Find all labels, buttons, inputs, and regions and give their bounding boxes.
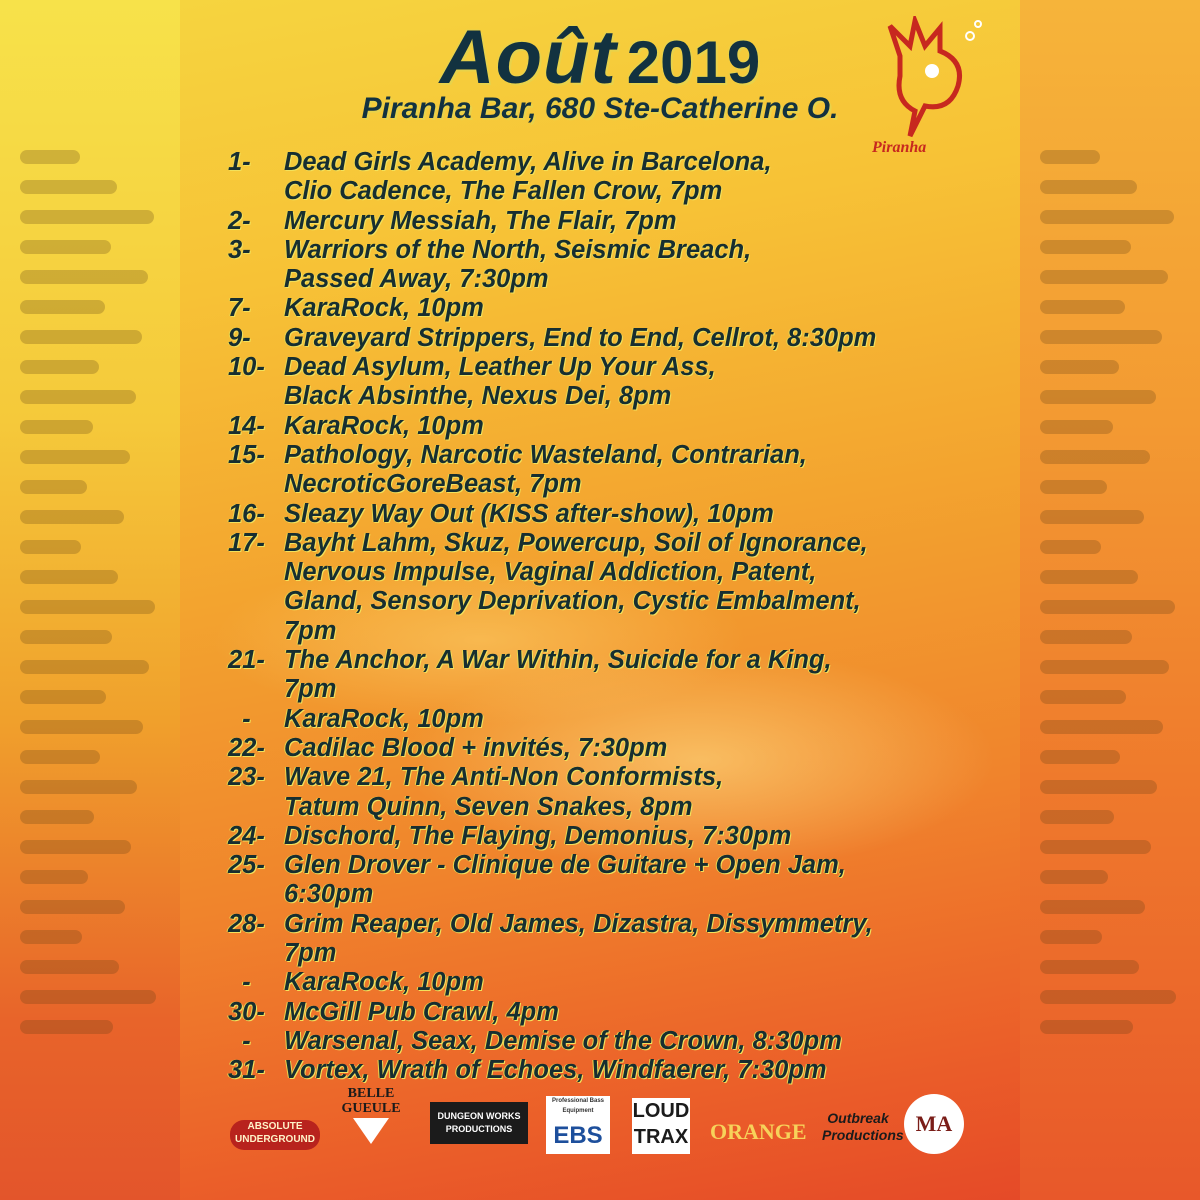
- sponsor-loud-trax: [632, 1098, 690, 1154]
- blurred-text-line: [1040, 840, 1151, 854]
- piranha-eye-icon: [925, 64, 939, 78]
- blurred-text-line: [1040, 900, 1145, 914]
- event-row: [228, 705, 1008, 734]
- blurred-text-line: [1040, 810, 1114, 824]
- event-text: Vortex, Wrath of Echoes, Windfaerer, 7:30pm: [284, 1056, 827, 1085]
- event-row: [228, 675, 1008, 704]
- event-row: [228, 265, 1008, 294]
- belle-gueule-shield-icon: [353, 1118, 389, 1144]
- event-day: [228, 470, 284, 499]
- blurred-text-line: [1040, 990, 1176, 1004]
- event-day: [228, 382, 284, 411]
- event-row: [228, 763, 1008, 792]
- event-row: [228, 441, 1008, 470]
- title-year: 2019: [626, 29, 761, 96]
- blurred-text-line: [1040, 150, 1100, 164]
- blurred-text-line: [20, 930, 82, 944]
- blurred-text-line: [1040, 360, 1119, 374]
- event-text: Nervous Impulse, Vaginal Addiction, Patent,: [284, 558, 817, 587]
- blurred-text-line: [1040, 750, 1120, 764]
- blurred-text-line: [1040, 600, 1175, 614]
- event-text: Passed Away, 7:30pm: [284, 265, 549, 294]
- blurred-text-line: [1040, 570, 1138, 584]
- event-row: [228, 353, 1008, 382]
- sponsor-label: Professional Bass Equipment: [551, 1098, 605, 1114]
- event-poster: [180, 0, 1020, 1200]
- sponsor-bar: [180, 1086, 1020, 1166]
- sponsor-label: GUEULE: [341, 1101, 401, 1116]
- blurred-text-line: [1040, 720, 1163, 734]
- blurred-text-line: [20, 330, 142, 344]
- blurred-text-line: [1040, 660, 1169, 674]
- blurred-text-line: [20, 630, 112, 644]
- blurred-text-line: [1040, 480, 1107, 494]
- event-day: [228, 675, 284, 704]
- left-blur-strip: [0, 0, 180, 1200]
- event-day: [228, 177, 284, 206]
- sponsor-absolute-underground: [230, 1120, 320, 1150]
- event-day: 9-: [228, 323, 251, 352]
- event-day: 10-: [228, 353, 265, 382]
- event-text: NecroticGoreBeast, 7pm: [284, 470, 582, 499]
- event-row: [228, 412, 1008, 441]
- event-row: [228, 558, 1008, 587]
- event-day: 15-: [228, 440, 265, 469]
- sponsor-label: DUNGEON WORKS: [437, 1111, 521, 1121]
- venue-address: Piranha Bar, 680 Ste-Catherine O.: [361, 92, 839, 125]
- blurred-text-line: [1040, 210, 1174, 224]
- event-day: [228, 617, 284, 646]
- event-day: -: [228, 704, 251, 733]
- event-text: Graveyard Strippers, End to End, Cellrot, 8:30pm: [284, 323, 877, 352]
- event-day: 23-: [228, 763, 265, 792]
- event-text: Black Absinthe, Nexus Dei, 8pm: [284, 382, 672, 411]
- blurred-text-line: [20, 480, 87, 494]
- event-day: 3-: [228, 235, 251, 264]
- piranha-logo: [870, 16, 990, 166]
- event-text: KaraRock, 10pm: [284, 411, 484, 440]
- event-text: Pathology, Narcotic Wasteland, Contrarian,: [284, 440, 807, 469]
- sponsor-label: PRODUCTIONS: [445, 1124, 513, 1134]
- blurred-text-line: [20, 810, 94, 824]
- blurred-text-line: [20, 1020, 113, 1034]
- blurred-text-line: [1040, 330, 1162, 344]
- event-row: [228, 324, 1008, 353]
- blurred-text-line: [1040, 390, 1156, 404]
- sponsor-label: Outbreak: [827, 1110, 889, 1126]
- event-row: [228, 294, 1008, 323]
- event-row: [228, 910, 1008, 939]
- event-text: KaraRock, 10pm: [284, 704, 484, 733]
- blurred-text-line: [20, 210, 154, 224]
- event-text: Wave 21, The Anti-Non Conformists,: [284, 763, 724, 792]
- event-row: [228, 851, 1008, 880]
- blurred-text-line: [1040, 180, 1137, 194]
- sponsor-outbreak-productions: [822, 1110, 904, 1150]
- event-day: 1-: [228, 148, 251, 176]
- event-day: 21-: [228, 646, 265, 675]
- event-text: McGill Pub Crawl, 4pm: [284, 997, 559, 1026]
- event-text: Bayht Lahm, Skuz, Powercup, Soil of Ignorance,: [284, 528, 868, 557]
- event-text: Clio Cadence, The Fallen Crow, 7pm: [284, 177, 723, 206]
- sponsor-label: Productions: [822, 1127, 904, 1143]
- event-text: Dischord, The Flaying, Demonius, 7:30pm: [284, 821, 792, 850]
- blurred-text-line: [1040, 420, 1113, 434]
- event-day: [228, 793, 284, 822]
- event-row: [228, 529, 1008, 558]
- event-day: [228, 587, 284, 616]
- sponsor-label: LOUD: [632, 1100, 690, 1122]
- event-row: [228, 968, 1008, 997]
- event-row: [228, 207, 1008, 236]
- blurred-text-line: [20, 450, 130, 464]
- sponsor-label: ORANGE: [710, 1119, 807, 1144]
- blurred-text-line: [20, 840, 131, 854]
- event-text: Sleazy Way Out (KISS after-show), 10pm: [284, 499, 774, 528]
- event-text: 7pm: [284, 616, 337, 645]
- event-day: 14-: [228, 411, 265, 440]
- sponsor-ebs: [546, 1096, 610, 1154]
- event-row: [228, 998, 1008, 1027]
- event-day: [228, 265, 284, 294]
- blurred-text-line: [20, 390, 136, 404]
- event-row: [228, 939, 1008, 968]
- event-text: Cadilac Blood + invités, 7:30pm: [284, 733, 668, 762]
- event-row: [228, 880, 1008, 909]
- event-list: [228, 148, 1008, 1086]
- blurred-text-line: [1040, 630, 1132, 644]
- blurred-text-line: [20, 900, 125, 914]
- event-day: 17-: [228, 528, 265, 557]
- blurred-text-line: [20, 420, 93, 434]
- event-day: 25-: [228, 851, 265, 880]
- event-row: [228, 793, 1008, 822]
- event-text: Gland, Sensory Deprivation, Cystic Embalment,: [284, 587, 861, 616]
- event-day: 16-: [228, 499, 265, 528]
- event-text: Warsenal, Seax, Demise of the Crown, 8:30pm: [284, 1026, 842, 1055]
- event-row: [228, 734, 1008, 763]
- blurred-text-line: [20, 660, 149, 674]
- event-row: [228, 617, 1008, 646]
- blurred-text-line: [20, 780, 137, 794]
- sponsor-belle-gueule: [340, 1086, 402, 1156]
- event-day: [228, 880, 284, 909]
- blurred-text-line: [1040, 540, 1101, 554]
- event-row: [228, 470, 1008, 499]
- blurred-text-line: [1040, 300, 1125, 314]
- blurred-text-line: [20, 570, 118, 584]
- blurred-text-line: [1040, 1020, 1133, 1034]
- blurred-text-line: [1040, 930, 1102, 944]
- event-row: [228, 1056, 1008, 1085]
- blurred-text-line: [20, 540, 81, 554]
- event-text: 7pm: [284, 675, 337, 704]
- event-row: [228, 1027, 1008, 1056]
- piranha-fish-icon: [890, 21, 960, 136]
- blurred-text-line: [1040, 780, 1157, 794]
- event-day: 2-: [228, 206, 251, 235]
- event-text: Grim Reaper, Old James, Dizastra, Dissymmetry,: [284, 909, 873, 938]
- bubble-icon: [966, 32, 974, 40]
- blurred-text-line: [1040, 510, 1144, 524]
- sponsor-label: TRAX: [633, 1126, 689, 1148]
- event-row: [228, 822, 1008, 851]
- logo-wordmark: Piranha: [872, 139, 927, 156]
- event-text: Warriors of the North, Seismic Breach,: [284, 235, 752, 264]
- event-day: 22-: [228, 733, 265, 762]
- event-row: [228, 177, 1008, 206]
- event-text: The Anchor, A War Within, Suicide for a King,: [284, 646, 832, 675]
- blurred-text-line: [20, 150, 80, 164]
- sponsor-ma-emblem: [904, 1094, 964, 1154]
- blurred-text-line: [20, 300, 105, 314]
- event-text: Tatum Quinn, Seven Snakes, 8pm: [284, 792, 693, 821]
- sponsor-dungeon-works: [430, 1102, 528, 1144]
- event-text: Dead Asylum, Leather Up Your Ass,: [284, 353, 716, 382]
- blurred-text-line: [20, 870, 88, 884]
- event-day: 7-: [228, 294, 251, 323]
- event-row: [228, 382, 1008, 411]
- sponsor-label: EBS: [553, 1122, 603, 1149]
- event-day: 28-: [228, 909, 265, 938]
- bubble-icon: [975, 21, 981, 27]
- blurred-text-line: [1040, 240, 1131, 254]
- event-text: KaraRock, 10pm: [284, 294, 484, 323]
- sponsor-label: UNDERGROUND: [235, 1134, 315, 1145]
- event-day: -: [228, 1026, 251, 1055]
- sponsor-label: BELLE: [347, 1086, 395, 1101]
- blurred-text-line: [1040, 960, 1139, 974]
- event-day: 31-: [228, 1056, 265, 1085]
- blurred-text-line: [20, 180, 117, 194]
- blurred-text-line: [20, 990, 156, 1004]
- blurred-text-line: [20, 600, 155, 614]
- event-text: Dead Girls Academy, Alive in Barcelona,: [284, 148, 772, 176]
- blurred-text-line: [1040, 690, 1126, 704]
- blurred-text-line: [20, 360, 99, 374]
- right-blur-strip: [1020, 0, 1200, 1200]
- blurred-text-line: [20, 270, 148, 284]
- blurred-text-line: [20, 720, 143, 734]
- blurred-text-line: [1040, 870, 1108, 884]
- title-month: Août: [439, 15, 617, 100]
- sponsor-orange: [710, 1119, 807, 1144]
- event-day: -: [228, 968, 251, 997]
- blurred-text-line: [20, 240, 111, 254]
- blurred-text-line: [20, 690, 106, 704]
- event-row: [228, 500, 1008, 529]
- sponsor-label: ABSOLUTE: [247, 1121, 303, 1132]
- event-row: [228, 646, 1008, 675]
- event-row: [228, 236, 1008, 265]
- blurred-text-line: [1040, 450, 1150, 464]
- event-text: Glen Drover - Clinique de Guitare + Open Jam,: [284, 851, 846, 880]
- event-text: KaraRock, 10pm: [284, 968, 484, 997]
- blurred-text-line: [1040, 270, 1168, 284]
- event-day: 24-: [228, 821, 265, 850]
- event-day: 30-: [228, 997, 265, 1026]
- event-text: Mercury Messiah, The Flair, 7pm: [284, 206, 677, 235]
- sponsor-label: MA: [915, 1111, 953, 1136]
- event-row: [228, 148, 1008, 177]
- event-row: [228, 587, 1008, 616]
- event-day: [228, 558, 284, 587]
- blurred-text-line: [20, 750, 100, 764]
- event-day: [228, 939, 284, 968]
- event-text: 7pm: [284, 939, 337, 968]
- event-text: 6:30pm: [284, 880, 374, 909]
- blurred-text-line: [20, 960, 119, 974]
- blurred-text-line: [20, 510, 124, 524]
